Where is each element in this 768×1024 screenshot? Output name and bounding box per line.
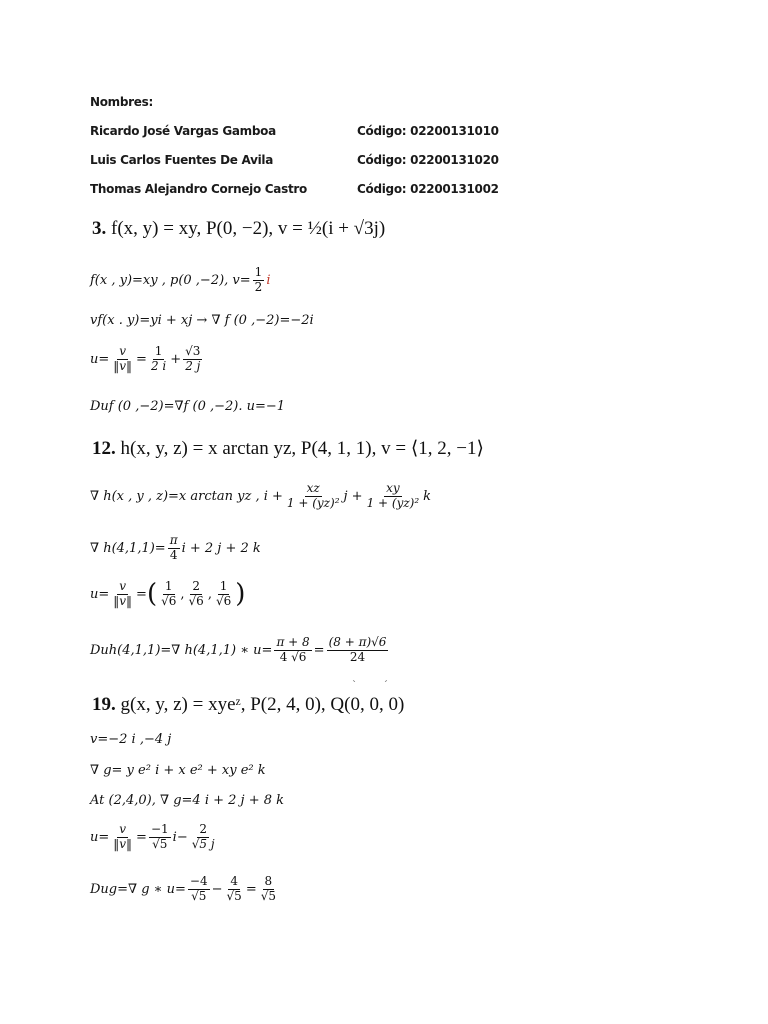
p19-l5-frac-2	[225, 875, 244, 904]
p3-l1-fraction	[253, 266, 265, 295]
student-code-2: Código: 02200131020	[357, 153, 499, 167]
p12-line-2	[90, 534, 261, 563]
p3-l1-tail: i	[266, 272, 271, 288]
problem-19-statement	[92, 694, 404, 716]
student-code-1: Código: 02200131010	[357, 124, 499, 138]
p12-l1-a: ∇ h(x , y , z)=x arctan yz , i +	[90, 488, 283, 504]
p12-l3-d1: √6	[161, 593, 177, 608]
p3-l3-den3: 2 j	[185, 358, 201, 373]
p19-l4-lhs: u=	[90, 829, 110, 845]
student-name-3: Thomas Alejandro Cornejo Castro	[90, 182, 307, 196]
p3-l1-text: f(x , y)=xy , p(0 ,−2), v=	[90, 272, 251, 288]
p12-l4-den1: 4 √6	[279, 649, 307, 664]
p19-l5-frac-1	[188, 875, 210, 904]
p12-l3-lhs: u=	[90, 586, 110, 602]
p12-l1-den1: 1 + (yz)²	[286, 495, 340, 510]
problem-12-statement	[92, 437, 484, 460]
p19-line-3: At (2,4,0), ∇ g=4 i + 2 j + 8 k	[90, 793, 285, 808]
p12-l4-den2: 24	[349, 649, 366, 664]
p3-l3-frac-2	[149, 345, 168, 374]
p12-l2-den: 4	[169, 547, 178, 562]
problem-12-text: h(x, y, z) = x arctan yz, P(4, 1, 1), v = ⟨1, 2, −1⟩	[120, 438, 484, 459]
p12-l3-n3: 1	[219, 579, 228, 593]
p3-l3-frac-3	[183, 345, 202, 374]
p3-l1-num: 1	[254, 265, 263, 279]
p12-l4-eq: =	[313, 642, 325, 658]
p12-l3-frac-2	[187, 580, 206, 609]
scan-mark: ˊ	[383, 680, 388, 691]
p19-l4-num1: v	[119, 822, 127, 836]
p12-line-4	[90, 636, 390, 665]
p19-l4-frac-2	[149, 823, 171, 852]
p3-line-2: vf(x . y)=yi + xj → ∇ f (0 ,−2)=−2i	[90, 313, 314, 328]
p19-l4-num3: 2	[199, 822, 207, 836]
p19-l5-frac-3	[259, 875, 278, 904]
p3-l3-den1: ‖v‖	[113, 358, 133, 373]
p12-l3-n2: 2	[192, 579, 200, 593]
p19-l5-den2: √5	[226, 888, 242, 903]
nombres-label: Nombres:	[90, 95, 153, 109]
p12-l4-a: Duh(4,1,1)=∇ h(4,1,1) ∗ u=	[90, 642, 273, 658]
p19-line-1: v=−2 i ,−4 j	[90, 732, 172, 747]
scan-mark: ˋ	[352, 680, 357, 691]
p3-l3-den2: 2 i	[150, 358, 167, 373]
p12-line-3: u= $\frac{v}{‖v‖}$ = ( $\frac{1}{√6}$ , $\frac{2}{√6}$ , $\frac{1}{√6}$ )	[90, 579, 246, 610]
problem-3-number: 3.	[92, 218, 107, 239]
p3-l3-num2: 1	[154, 344, 163, 358]
p12-l1-den2: 1 + (yz)²	[366, 495, 420, 510]
p19-l5-num2: 4	[230, 874, 238, 888]
p19-l4-eq: =	[136, 829, 147, 845]
p12-l2-b: i + 2 j + 2 k	[181, 540, 261, 556]
p12-l1-b: j +	[343, 488, 363, 504]
p12-l3-close: )	[235, 579, 246, 610]
p19-line-5	[90, 875, 280, 904]
p19-l5-minus: −	[211, 881, 223, 897]
problem-19-number: 19.	[92, 694, 116, 715]
p12-l3-n1: 1	[164, 579, 173, 593]
p3-line-4: Duf (0 ,−2)=∇f (0 ,−2). u=−1	[90, 399, 286, 414]
p19-l5-num3: 8	[264, 874, 273, 888]
p3-l1-den: 2	[254, 279, 263, 294]
p3-l3-num3: √3	[185, 344, 201, 358]
p12-l2-a: ∇ h(4,1,1)=	[90, 540, 166, 556]
student-name-1: Ricardo José Vargas Gamboa	[90, 124, 276, 138]
p12-l3-d3: √6	[215, 593, 232, 608]
student-code-3: Código: 02200131002	[357, 182, 499, 196]
p12-l3-open: (	[146, 579, 158, 610]
problem-3-statement	[92, 218, 385, 240]
p19-l4-frac-3	[190, 823, 217, 852]
p19-l5-den3: √5	[260, 888, 276, 903]
p3-l3-frac-1	[111, 345, 134, 374]
p19-l5-lhs: Dug=∇ g ∗ u=	[90, 881, 186, 897]
p12-l4-num2: (8 + π)√6	[328, 635, 387, 649]
student-name-2: Luis Carlos Fuentes De Avila	[90, 153, 274, 167]
p12-l1-frac-2	[365, 482, 422, 511]
problem-12-number: 12.	[92, 438, 116, 459]
p3-line-3	[90, 345, 204, 374]
p19-l4-den1: ‖v‖	[113, 836, 133, 851]
p19-l5-den1: √5	[191, 888, 207, 903]
p12-l3-den1: ‖v‖	[113, 593, 133, 608]
p12-l1-c: k	[423, 488, 432, 504]
problem-3-text: f(x, y) = xy, P(0, −2), v = ½(i + √3j)	[111, 218, 386, 239]
p3-l3-eq: =	[136, 351, 147, 367]
p12-l1-num2: xy	[386, 481, 400, 495]
p3-l3-lhs: u=	[90, 351, 110, 367]
p19-l4-frac-1	[111, 823, 134, 852]
problem-19-text: g(x, y, z) = xyeᶻ, P(2, 4, 0), Q(0, 0, 0)	[120, 694, 405, 715]
p3-l3-num1: v	[119, 344, 127, 358]
p12-l4-frac-2	[327, 636, 389, 665]
p19-l4-den2: √5	[152, 836, 168, 851]
p12-l3-frac-3	[214, 580, 233, 609]
p19-l5-num1: −4	[189, 874, 208, 888]
p12-l3-d2: √6	[188, 593, 204, 608]
p12-l2-num: π	[169, 533, 178, 547]
p19-l4-den3: √5 j	[191, 836, 215, 851]
p12-l1-frac-1	[285, 482, 342, 511]
p3-line-1	[90, 266, 270, 295]
p19-l4-num2: −1	[150, 822, 169, 836]
p12-l4-frac-1	[274, 636, 311, 665]
p19-l5-eq: =	[245, 881, 257, 897]
p12-line-1	[90, 482, 431, 511]
p3-l3-plus: +	[170, 351, 182, 367]
p12-l3-frac-1	[159, 580, 178, 609]
p12-l3-eq: =	[136, 586, 147, 602]
p12-l3-num1: v	[119, 579, 127, 593]
p12-l2-frac	[168, 534, 180, 563]
p19-line-4	[90, 823, 219, 852]
p12-l1-num1: xz	[306, 481, 320, 495]
p12-l4-num1: π + 8	[276, 635, 310, 649]
p12-l3-frac-v	[111, 580, 134, 609]
p19-l4-mid: i−	[172, 829, 188, 845]
p19-line-2: ∇ g= y e² i + x e² + xy e² k	[90, 763, 266, 778]
